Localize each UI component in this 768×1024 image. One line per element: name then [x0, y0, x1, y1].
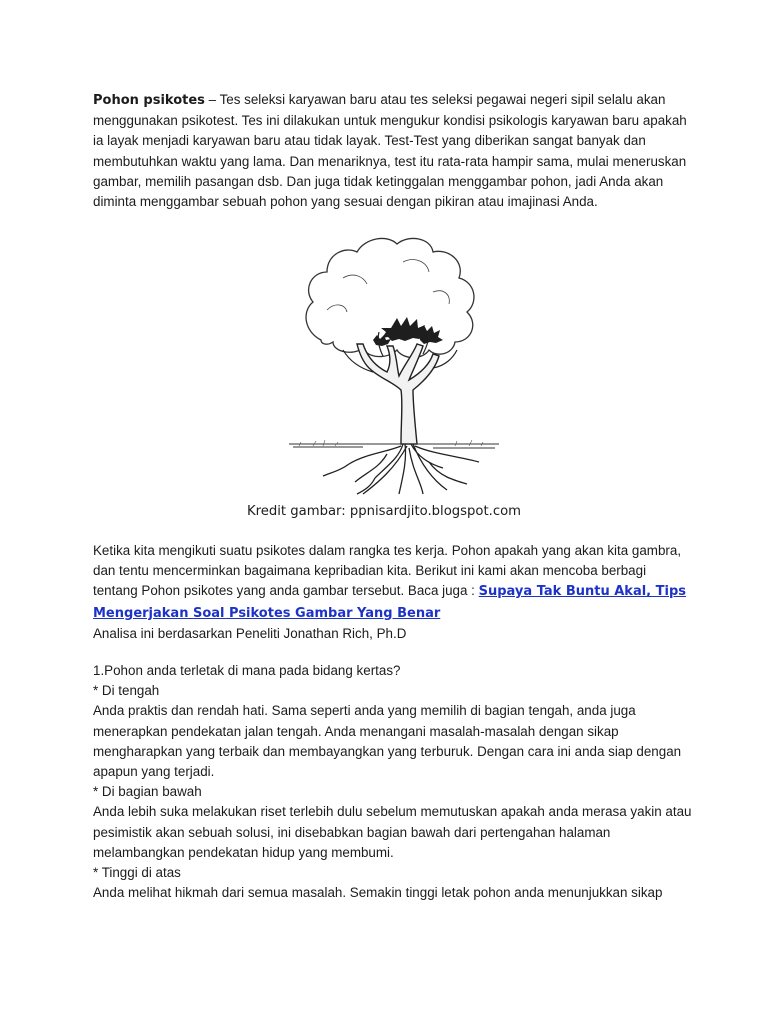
article-title: Pohon psikotes	[93, 93, 205, 108]
question-heading: 1.Pohon anda terletak di mana pada bidang kertas?	[93, 663, 401, 678]
figure-caption: Kredit gambar: ppnisardjito.blogspot.com	[247, 504, 521, 519]
foliage-clump	[419, 325, 443, 344]
item-text: Anda melihat hikmah dari semua masalah. Semakin tinggi letak pohon anda menunjukkan sikap	[93, 885, 663, 901]
tree-trunk	[357, 344, 439, 444]
item-text: Anda lebih suka melakukan riset terlebih dulu sebelum memutuskan apakah anda merasa yakin atau pesimistik akan sebuah solusi, ini disebabkan bagian bawah dari pertengahan halaman melambangkan pendekatan hidup yang membumi.	[93, 804, 692, 860]
second-paragraph-text: Ketika kita mengikuti suatu psikotes dalam rangka tes kerja. Pohon apakah yang akan kita gambra, dan tentu mencerminkan bagaimana kepribadian kita. Berikut ini kami akan mencoba berbagi tentang Pohon psikotes yang anda gambar tersebut. Baca juga :	[93, 543, 682, 599]
analysis-note: Analisa ini berdasarkan Peneliti Jonathan Rich, Ph.D	[93, 625, 407, 641]
second-paragraph	[93, 541, 693, 644]
item-label: * Di tengah	[93, 683, 160, 699]
tree-position-section	[93, 661, 693, 903]
item-text: Anda praktis dan rendah hati. Sama seperti anda yang memilih di bagian tengah, anda juga menerapkan pendekatan jalan tengah. Anda menangani masalah-masalah dengan sikap mengharapkan yang terbaik dan membayangkan yang terburuk. Dengan cara ini anda siap dengan apapun yang terjadi.	[93, 703, 682, 780]
item-label: * Di bagian bawah	[93, 784, 202, 800]
tree-illustration	[283, 232, 505, 498]
intro-text: – Tes seleksi karyawan baru atau tes seleksi pegawai negeri sipil selalu akan menggunakan psikotest. Tes ini dilakukan untuk mengukur kondisi psikologis karyawan baru apakah ia layak menjadi karyawan baru atau tidak layak. Test-Test yang diberikan sangat banyak dan membutuhkan waktu yang lama. Dan menariknya, test itu rata-rata hampir sama, mulai meneruskan gambar, memilih pasangan dsb. Dan juga tidak ketinggalan menggambar pohon, jadi Anda akan diminta menggambar sebuah pohon yang sesuai dengan pikiran atau imajinasi Anda.	[93, 92, 687, 210]
ground-line	[289, 444, 499, 448]
related-article-link[interactable]: Supaya Tak Buntu Akal, Tips Mengerjakan Soal Psikotes Gambar Yang Benar	[93, 584, 687, 621]
item-label: * Tinggi di atas	[93, 865, 181, 881]
intro-paragraph	[93, 90, 693, 212]
roots	[323, 444, 479, 494]
